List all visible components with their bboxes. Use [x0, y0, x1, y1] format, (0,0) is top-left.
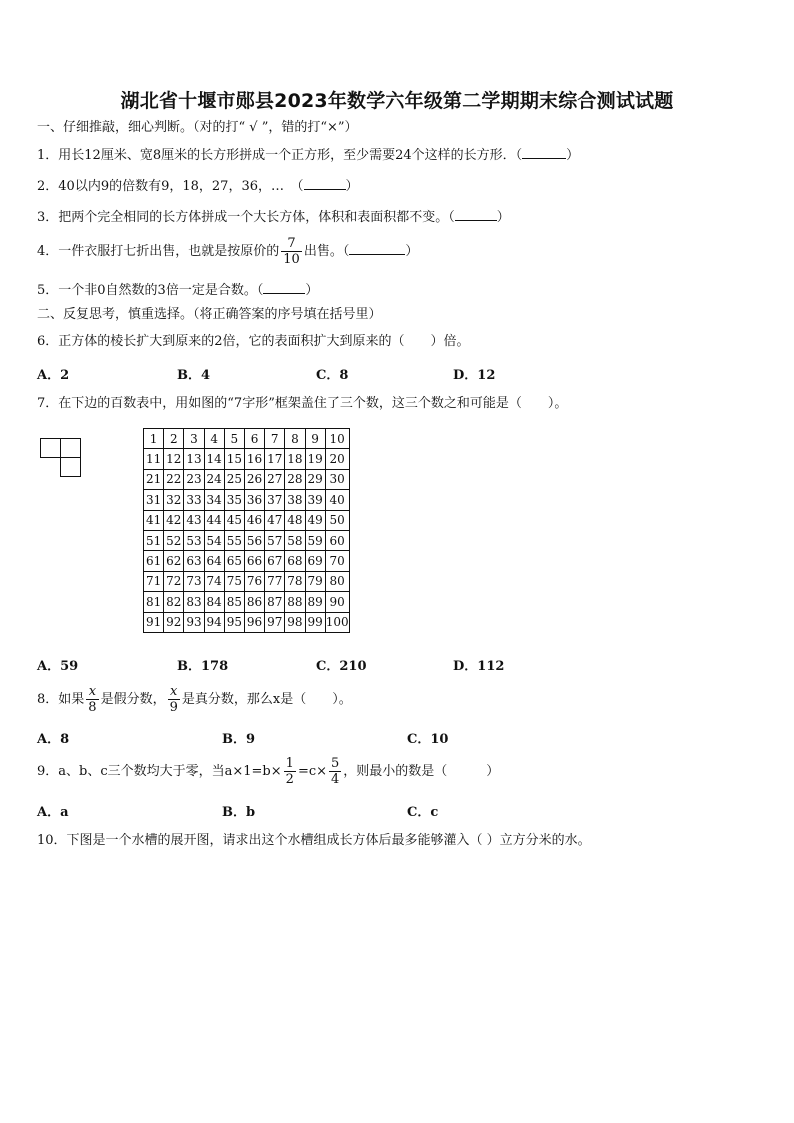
fraction-denominator: 2 — [285, 772, 294, 787]
fraction-denominator: 9 — [169, 700, 178, 715]
table-cell: 1 — [144, 429, 164, 449]
table-cell: 77 — [265, 571, 285, 591]
table-cell: 48 — [285, 510, 305, 530]
question-8 — [37, 683, 352, 717]
option-d[interactable]: D．12 — [453, 368, 496, 383]
table-cell: 83 — [184, 592, 204, 612]
table-cell: 19 — [305, 449, 325, 469]
table-cell: 56 — [244, 530, 264, 550]
table-cell: 39 — [305, 490, 325, 510]
fraction-denominator: 8 — [88, 700, 97, 715]
table-cell: 8 — [285, 429, 305, 449]
paren-close: ） — [305, 283, 319, 298]
paren-open: （ — [342, 244, 350, 259]
table-cell: 40 — [325, 490, 349, 510]
fraction-numerator: x — [88, 684, 97, 699]
table-cell: 34 — [204, 490, 224, 510]
table-cell: 99 — [305, 612, 325, 632]
table-cell: 3 — [184, 429, 204, 449]
question-3-text: 3．把两个完全相同的长方体拼成一个大长方体，体积和表面积都不变。 — [37, 210, 449, 225]
answer-blank[interactable] — [455, 208, 497, 221]
table-cell: 4 — [204, 429, 224, 449]
fraction-numerator: 5 — [331, 756, 340, 771]
question-7: 7．在下边的百数表中，用如图的“7字形”框架盖住了三个数，这三个数之和可能是（ ）。 — [37, 396, 568, 411]
table-cell: 10 — [325, 429, 349, 449]
answer-blank[interactable] — [263, 281, 305, 294]
question-9-text: 9．a、b、c三个数均大于零，当a×1=b× — [37, 764, 282, 779]
table-cell: 12 — [164, 449, 184, 469]
table-cell: 13 — [184, 449, 204, 469]
table-cell: 14 — [204, 449, 224, 469]
fraction-denominator: 4 — [331, 772, 340, 787]
table-cell: 75 — [224, 571, 244, 591]
option-b[interactable]: B．4 — [177, 368, 211, 383]
table-cell: 52 — [164, 530, 184, 550]
table-cell: 6 — [244, 429, 264, 449]
table-cell: 72 — [164, 571, 184, 591]
paren-open: （ — [448, 210, 455, 225]
table-cell: 24 — [204, 469, 224, 489]
table-cell: 59 — [305, 530, 325, 550]
table-cell: 66 — [244, 551, 264, 571]
answer-blank[interactable] — [522, 146, 566, 159]
question-10: 10．下图是一个水槽的展开图，请求出这个水槽组成长方体后最多能够灌入（ ）立方分米的水。 — [37, 833, 591, 848]
table-cell: 33 — [184, 490, 204, 510]
question-4-text-end: 出售。 — [303, 244, 343, 259]
table-cell: 17 — [265, 449, 285, 469]
table-cell: 45 — [224, 510, 244, 530]
table-cell: 20 — [325, 449, 349, 469]
table-cell: 15 — [224, 449, 244, 469]
table-cell: 29 — [305, 469, 325, 489]
answer-blank[interactable] — [349, 242, 405, 255]
option-b[interactable]: B．b — [222, 805, 256, 820]
table-cell: 89 — [305, 592, 325, 612]
table-cell: 64 — [204, 551, 224, 571]
fraction-denominator: 10 — [283, 252, 300, 267]
table-cell: 49 — [305, 510, 325, 530]
table-cell: 47 — [265, 510, 285, 530]
table-row — [144, 571, 350, 591]
table-cell: 54 — [204, 530, 224, 550]
table-cell: 65 — [224, 551, 244, 571]
table-cell: 88 — [285, 592, 305, 612]
table-cell: 79 — [305, 571, 325, 591]
table-cell: 86 — [244, 592, 264, 612]
table-cell: 32 — [164, 490, 184, 510]
table-cell: 94 — [204, 612, 224, 632]
table-cell: 84 — [204, 592, 224, 612]
paren-close: ） — [405, 244, 419, 259]
table-row — [144, 530, 350, 550]
table-cell: 30 — [325, 469, 349, 489]
table-cell: 85 — [224, 592, 244, 612]
table-cell: 28 — [285, 469, 305, 489]
fraction-numerator: 1 — [285, 756, 294, 771]
table-cell: 87 — [265, 592, 285, 612]
question-9-text-end: ，则最小的数是（ ） — [343, 764, 500, 779]
question-8-text: 8．如果 — [37, 692, 85, 707]
table-cell: 41 — [144, 510, 164, 530]
answer-blank[interactable] — [304, 177, 346, 190]
option-a[interactable]: A．59 — [37, 659, 79, 674]
table-cell: 42 — [164, 510, 184, 530]
table-cell: 26 — [244, 469, 264, 489]
table-row — [144, 592, 350, 612]
paren-close: ） — [496, 210, 510, 225]
table-cell: 74 — [204, 571, 224, 591]
table-row — [144, 469, 350, 489]
question-5 — [37, 281, 318, 300]
table-cell: 57 — [265, 530, 285, 550]
fraction — [284, 756, 296, 787]
table-cell: 38 — [285, 490, 305, 510]
table-cell: 9 — [305, 429, 325, 449]
table-cell: 11 — [144, 449, 164, 469]
table-cell: 81 — [144, 592, 164, 612]
option-c[interactable]: C．c — [407, 805, 439, 820]
table-cell: 60 — [325, 530, 349, 550]
table-row — [144, 510, 350, 530]
section-one-heading: 一、仔细推敲，细心判断。（对的打“ √ ”，错的打“×”） — [37, 120, 358, 135]
table-row — [144, 429, 350, 449]
question-4-text: 4．一件衣服打七折出售，也就是按原价的 — [37, 244, 280, 259]
paren-open: （ — [256, 283, 264, 298]
table-cell: 2 — [164, 429, 184, 449]
table-cell: 70 — [325, 551, 349, 571]
table-cell: 62 — [164, 551, 184, 571]
table-cell: 53 — [184, 530, 204, 550]
table-cell: 36 — [244, 490, 264, 510]
option-d[interactable]: D．112 — [453, 659, 505, 674]
table-cell: 100 — [325, 612, 349, 632]
question-8-text-end: 是真分数，那么x是（ ）。 — [181, 692, 352, 707]
table-cell: 46 — [244, 510, 264, 530]
table-cell: 98 — [285, 612, 305, 632]
question-9 — [37, 755, 499, 789]
paren-close: ） — [566, 148, 580, 163]
table-cell: 90 — [325, 592, 349, 612]
table-cell: 44 — [204, 510, 224, 530]
table-cell: 18 — [285, 449, 305, 469]
fraction — [281, 236, 302, 267]
question-6: 6．正方体的棱长扩大到原来的2倍，它的表面积扩大到原来的（ ）倍。 — [37, 334, 470, 349]
table-cell: 71 — [144, 571, 164, 591]
fraction — [168, 684, 180, 715]
fraction — [86, 684, 98, 715]
table-cell: 21 — [144, 469, 164, 489]
table-cell: 80 — [325, 571, 349, 591]
table-cell: 78 — [285, 571, 305, 591]
question-4 — [37, 235, 418, 269]
table-cell: 51 — [144, 530, 164, 550]
question-2-text: 2．40以内9的倍数有9，18，27，36，… — [37, 179, 297, 194]
table-cell: 67 — [265, 551, 285, 571]
page-title: 湖北省十堰市郧县2023年数学六年级第二学期期末综合测试试题 — [120, 90, 674, 112]
table-cell: 7 — [265, 429, 285, 449]
table-row — [144, 490, 350, 510]
question-1-text: 1．用长12厘米、宽8厘米的长方形拼成一个正方形，至少需要24个这样的长方形． — [37, 148, 516, 163]
section-two-heading: 二、反复思考，慎重选择。（将正确答案的序号填在括号里） — [37, 307, 382, 322]
question-3 — [37, 208, 510, 227]
table-cell: 91 — [144, 612, 164, 632]
table-row — [144, 551, 350, 571]
question-2 — [37, 177, 359, 196]
table-cell: 25 — [224, 469, 244, 489]
table-cell: 31 — [144, 490, 164, 510]
table-cell: 37 — [265, 490, 285, 510]
table-cell: 16 — [244, 449, 264, 469]
option-b[interactable]: B．9 — [222, 732, 256, 747]
table-cell: 92 — [164, 612, 184, 632]
seven-shape-frame-icon — [40, 438, 82, 478]
question-1 — [37, 146, 579, 165]
hundred-chart-table — [143, 428, 350, 633]
table-cell: 27 — [265, 469, 285, 489]
table-cell: 82 — [164, 592, 184, 612]
paren-open: （ — [296, 179, 304, 194]
table-cell: 69 — [305, 551, 325, 571]
table-cell: 58 — [285, 530, 305, 550]
table-row — [144, 612, 350, 632]
table-cell: 96 — [244, 612, 264, 632]
table-cell: 5 — [224, 429, 244, 449]
fraction — [329, 756, 341, 787]
table-cell: 97 — [265, 612, 285, 632]
question-9-text-mid: =c× — [297, 764, 328, 779]
table-cell: 63 — [184, 551, 204, 571]
fraction-numerator: x — [170, 684, 178, 699]
option-a[interactable]: A．2 — [37, 368, 70, 383]
question-8-text-mid: 是假分数， — [100, 692, 166, 707]
table-cell: 76 — [244, 571, 264, 591]
option-c[interactable]: C．8 — [316, 368, 349, 383]
paren-open: （ — [515, 148, 523, 163]
table-cell: 95 — [224, 612, 244, 632]
option-b[interactable]: B．178 — [177, 659, 229, 674]
option-c[interactable]: C．10 — [407, 732, 449, 747]
option-a[interactable]: A．8 — [37, 732, 70, 747]
question-5-text: 5．一个非0自然数的3倍一定是合数。 — [37, 283, 257, 298]
table-cell: 61 — [144, 551, 164, 571]
table-cell: 43 — [184, 510, 204, 530]
table-cell: 50 — [325, 510, 349, 530]
option-a[interactable]: A．a — [37, 805, 69, 820]
table-cell: 23 — [184, 469, 204, 489]
table-cell: 55 — [224, 530, 244, 550]
fraction-numerator: 7 — [287, 236, 296, 251]
table-row — [144, 449, 350, 469]
option-c[interactable]: C．210 — [316, 659, 367, 674]
table-cell: 35 — [224, 490, 244, 510]
table-cell: 93 — [184, 612, 204, 632]
paren-close: ） — [345, 179, 359, 194]
table-cell: 68 — [285, 551, 305, 571]
table-cell: 22 — [164, 469, 184, 489]
table-cell: 73 — [184, 571, 204, 591]
